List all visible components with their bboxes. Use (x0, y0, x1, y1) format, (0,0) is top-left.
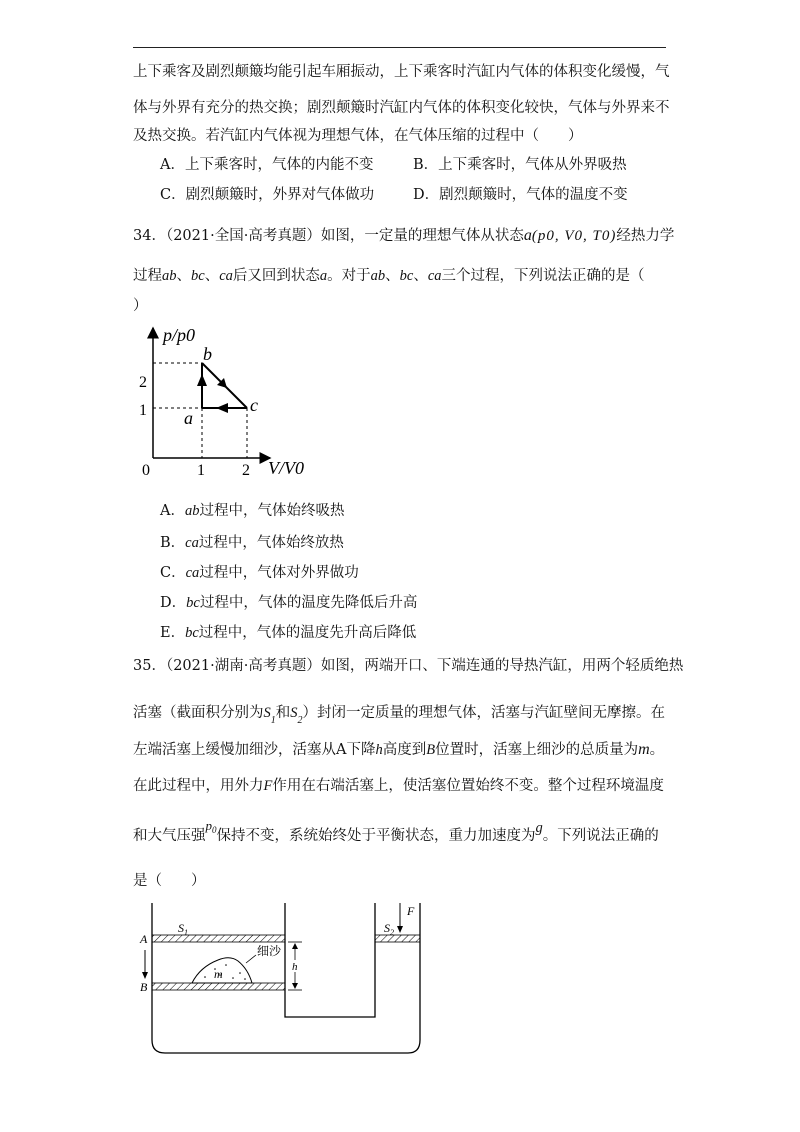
q34-var-a: a (319, 268, 328, 284)
q35-line3: 左端活塞上缓慢加细沙，活塞从A下降h高度到B位置时，活塞上细沙的总质量为m。 (133, 741, 665, 758)
left-piston-b (152, 983, 285, 990)
arrow-ca-icon (216, 403, 228, 413)
q34-intro: 34．（2021·全国·高考真题）如图，一定量的理想气体从状态 (133, 228, 524, 244)
q34-text-return: 后又回到状态 (232, 268, 320, 284)
s1-label: $S_1$ (178, 921, 188, 937)
y-tick-2: 2 (139, 374, 147, 391)
q34-line3: ） (133, 298, 148, 314)
q33-option-a: A．上下乘客时，气体的内能不变 (160, 157, 374, 173)
q34-option-c: C．ca过程中，气体对外界做功 (160, 565, 359, 581)
q33-line3: 及热交换。若汽缸内气体视为理想气体，在气体压缩的过程中（ ） (133, 128, 583, 144)
f-label: F (407, 904, 415, 918)
q34-text-question: 三个过程，下列说法正确的是（ (441, 268, 645, 284)
y-axis-label: p/p0 (163, 325, 196, 345)
origin-label: 0 (142, 462, 150, 479)
q35-var-s1: $S_1$ (263, 705, 276, 726)
point-c-label: c (250, 395, 258, 415)
s2-label: $S_2$ (384, 921, 394, 937)
q34-var-ab: ab (162, 268, 177, 284)
q34-line1 (133, 226, 674, 246)
q33-option-b: B．上下乘客时，气体从外界吸热 (413, 157, 627, 173)
q34-text-process: 过程 (133, 268, 162, 284)
q33-option-d: D．剧烈颠簸时，气体的温度不变 (413, 187, 628, 203)
point-a-label: a (184, 408, 193, 428)
q34-option-d: D．bc过程中，气体的温度先降低后升高 (160, 595, 418, 611)
q34-sep: 、 (385, 268, 400, 284)
left-piston-a (152, 935, 285, 942)
q34-var-ab: ab (370, 268, 386, 284)
q34-option-a: A．ab过程中，气体始终吸热 (160, 503, 345, 519)
x-tick-1: 1 (197, 462, 205, 479)
cylinder-diagram (130, 895, 450, 1060)
q34-text-for: 。对于 (327, 268, 371, 284)
q34-state-params: (p0, V0, T0) (531, 228, 617, 244)
a-label: A (140, 932, 148, 946)
mass-label: m (214, 967, 223, 981)
b-label: B (140, 980, 148, 994)
right-piston (375, 935, 420, 942)
q34-sep: 、 (413, 268, 428, 284)
y-tick-1: 1 (139, 402, 147, 419)
q34-intro-end: 经热力学 (616, 228, 675, 244)
point-b-label: b (203, 344, 212, 364)
x-tick-2: 2 (242, 462, 250, 479)
q34-var-bc: bc (191, 268, 205, 284)
q35-line5: 和大气压强$p_0$保持不变，系统始终处于平衡状态，重力加速度为g。下列说法正确的 (133, 818, 659, 844)
h-label: h (292, 961, 298, 973)
q35-line1: 35．（2021·湖南·高考真题）如图，两端开口、下端连通的导热汽缸，用两个轻质绝热 (133, 658, 684, 674)
sand-label: 细沙 (257, 944, 282, 958)
q34-state-a: a (523, 227, 532, 244)
down-arrow-icon (142, 972, 148, 979)
q35-line6: 是（ ） (133, 873, 206, 889)
arrow-ab-icon (197, 374, 207, 386)
vessel-outer-wall (152, 903, 420, 1053)
q33-line2: 体与外界有充分的热交换；剧烈颠簸时汽缸内气体的体积变化较快，气体与外界来不 (133, 100, 670, 116)
q34-line2 (133, 266, 645, 286)
q33-line1: 上下乘客及剧烈颠簸均能引起车厢振动，上下乘客时汽缸内气体的体积变化缓慢，气 (133, 64, 670, 80)
q34-option-e: E．bc过程中，气体的温度先升高后降低 (160, 625, 417, 641)
q34-sep: 、 (204, 268, 220, 284)
x-axis-label: V/V0 (268, 458, 304, 478)
q34-var-ca: ca (427, 268, 442, 284)
force-arrow-icon (397, 926, 403, 933)
sand-pointer (246, 955, 256, 963)
header-rule (133, 47, 666, 48)
q34-var-bc: bc (399, 268, 414, 284)
q35-var-s2: $S_2$ (290, 705, 303, 726)
q34-option-b: B．ca过程中，气体始终放热 (160, 535, 344, 551)
q35-line4: 在此过程中，用外力F作用在右端活塞上，使活塞位置始终不变。整个过程环境温度 (133, 778, 664, 794)
q35-line2: 活塞（截面积分别为$S_1$和$S_2$）封闭一定质量的理想气体，活塞与汽缸壁间无摩擦。在 (133, 705, 665, 726)
q33-option-c: C．剧烈颠簸时，外界对气体做功 (160, 187, 375, 203)
q34-var-ca: ca (219, 268, 233, 284)
q34-sep: 、 (176, 268, 191, 284)
pv-diagram (130, 318, 340, 488)
